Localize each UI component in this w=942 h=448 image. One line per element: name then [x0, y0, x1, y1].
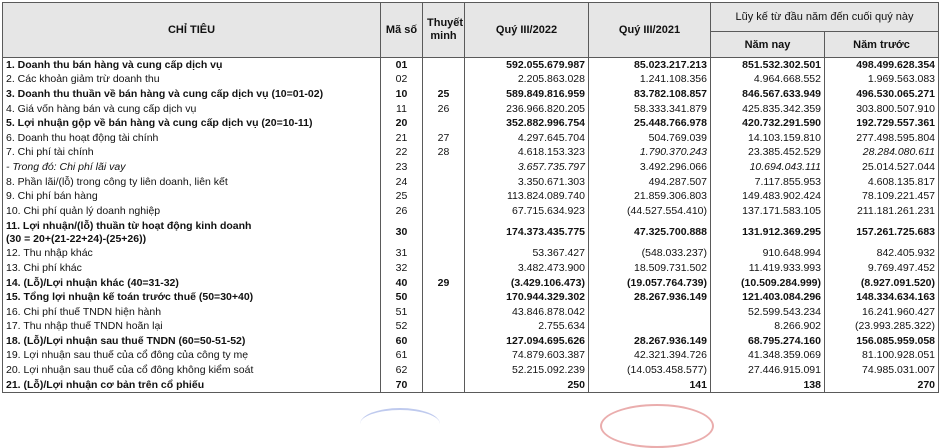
row-nam-truoc: 25.014.527.044: [825, 160, 939, 175]
row-nam-nay: 137.171.583.105: [711, 204, 825, 219]
row-thuyet-minh: [423, 204, 465, 219]
row-thuyet-minh: [423, 58, 465, 73]
row-q3-2021: (14.053.458.577): [589, 363, 711, 378]
row-q3-2022: 127.094.695.626: [465, 334, 589, 349]
table-row: [3, 73, 939, 88]
row-nam-truoc: 74.985.031.007: [825, 363, 939, 378]
row-nam-nay: 149.483.902.424: [711, 189, 825, 204]
row-thuyet-minh: [423, 305, 465, 320]
row-ma-so: 70: [381, 378, 423, 393]
row-nam-nay: 910.648.994: [711, 247, 825, 262]
row-q3-2021: 85.023.217.213: [589, 58, 711, 73]
row-q3-2021: (44.527.554.410): [589, 204, 711, 219]
row-q3-2022: 67.715.634.923: [465, 204, 589, 219]
row-q3-2022: 43.846.878.042: [465, 305, 589, 320]
company-seal: [600, 404, 714, 448]
row-q3-2022: 113.824.089.740: [465, 189, 589, 204]
row-label: - Trong đó: Chi phí lãi vay: [3, 160, 381, 175]
row-nam-truoc: 78.109.221.457: [825, 189, 939, 204]
row-ma-so: 52: [381, 320, 423, 335]
row-q3-2021: 494.287.507: [589, 175, 711, 190]
table-row: [3, 290, 939, 305]
row-ma-so: 01: [381, 58, 423, 73]
row-thuyet-minh: [423, 320, 465, 335]
table-row: [3, 116, 939, 131]
row-label: 18. (Lỗ)/Lợi nhuận sau thuế TNDN (60=50-51-52): [3, 334, 381, 349]
table-row: [3, 247, 939, 262]
row-q3-2021: 1.790.370.243: [589, 146, 711, 161]
header-ma-so: Mã số: [381, 3, 423, 58]
header-nam-nay: Năm nay: [711, 32, 825, 58]
table-row: [3, 320, 939, 335]
row-nam-truoc: (23.993.285.322): [825, 320, 939, 335]
row-q3-2021: [589, 320, 711, 335]
row-nam-truoc: 81.100.928.051: [825, 349, 939, 364]
row-thuyet-minh: [423, 189, 465, 204]
row-label: 11. Lợi nhuận/(lỗ) thuần từ hoạt động kinh doanh (30 = 20+(21-22+24)-(25+26)): [3, 219, 381, 247]
income-statement-table: [2, 2, 939, 393]
row-label: 21. (Lỗ)/Lợi nhuận cơ bản trên cổ phiếu: [3, 378, 381, 393]
row-label: 9. Chi phí bán hàng: [3, 189, 381, 204]
table-row: [3, 334, 939, 349]
row-ma-so: 50: [381, 290, 423, 305]
row-nam-truoc: 28.284.080.611: [825, 146, 939, 161]
row-q3-2022: 589.849.816.959: [465, 87, 589, 102]
row-nam-nay: 4.964.668.552: [711, 73, 825, 88]
row-q3-2022: 174.373.435.775: [465, 219, 589, 247]
row-ma-so: 40: [381, 276, 423, 291]
row-q3-2021: 25.448.766.978: [589, 116, 711, 131]
table-body: [3, 58, 939, 393]
table-row: [3, 305, 939, 320]
row-q3-2022: 3.350.671.303: [465, 175, 589, 190]
table-row: [3, 261, 939, 276]
row-nam-nay: 121.403.084.296: [711, 290, 825, 305]
row-nam-nay: 131.912.369.295: [711, 219, 825, 247]
row-q3-2022: 2.755.634: [465, 320, 589, 335]
row-thuyet-minh: [423, 73, 465, 88]
row-ma-so: 22: [381, 146, 423, 161]
row-q3-2021: (19.057.764.739): [589, 276, 711, 291]
row-label: 16. Chi phí thuế TNDN hiện hành: [3, 305, 381, 320]
row-label: 3. Doanh thu thuần về bán hàng và cung cấp dịch vụ (10=01-02): [3, 87, 381, 102]
table-row: [3, 131, 939, 146]
row-q3-2021: (548.033.237): [589, 247, 711, 262]
row-nam-nay: 27.446.915.091: [711, 363, 825, 378]
row-nam-truoc: 277.498.595.804: [825, 131, 939, 146]
row-thuyet-minh: [423, 363, 465, 378]
header-nam-truoc: Năm trước: [825, 32, 939, 58]
header-chi-tieu: CHỈ TIÊU: [3, 3, 381, 58]
row-q3-2021: 18.509.731.502: [589, 261, 711, 276]
row-label: 2. Các khoản giảm trừ doanh thu: [3, 73, 381, 88]
row-q3-2021: 28.267.936.149: [589, 334, 711, 349]
row-q3-2021: 83.782.108.857: [589, 87, 711, 102]
header-thuyet-minh: Thuyết minh: [423, 3, 465, 58]
row-thuyet-minh: [423, 247, 465, 262]
row-label: 4. Giá vốn hàng bán và cung cấp dịch vụ: [3, 102, 381, 117]
row-nam-truoc: 4.608.135.817: [825, 175, 939, 190]
row-thuyet-minh: 25: [423, 87, 465, 102]
row-thuyet-minh: 29: [423, 276, 465, 291]
row-ma-so: 21: [381, 131, 423, 146]
row-q3-2022: 250: [465, 378, 589, 393]
row-label: 6. Doanh thu hoạt động tài chính: [3, 131, 381, 146]
row-ma-so: 10: [381, 87, 423, 102]
row-ma-so: 11: [381, 102, 423, 117]
table-row: [3, 160, 939, 175]
row-q3-2022: 74.879.603.387: [465, 349, 589, 364]
row-nam-truoc: 9.769.497.452: [825, 261, 939, 276]
row-nam-truoc: (8.927.091.520): [825, 276, 939, 291]
row-nam-truoc: 16.241.960.427: [825, 305, 939, 320]
row-nam-truoc: 148.334.634.163: [825, 290, 939, 305]
row-nam-nay: 420.732.291.590: [711, 116, 825, 131]
row-q3-2022: 352.882.996.754: [465, 116, 589, 131]
row-nam-nay: 52.599.543.234: [711, 305, 825, 320]
row-nam-nay: (10.509.284.999): [711, 276, 825, 291]
row-q3-2021: 28.267.936.149: [589, 290, 711, 305]
row-nam-truoc: 842.405.932: [825, 247, 939, 262]
row-nam-truoc: 211.181.261.231: [825, 204, 939, 219]
table-row: [3, 189, 939, 204]
row-q3-2022: 4.297.645.704: [465, 131, 589, 146]
table-row: [3, 276, 939, 291]
row-q3-2022: 3.657.735.797: [465, 160, 589, 175]
header-q3-2022: Quý III/2022: [465, 3, 589, 58]
row-ma-so: 61: [381, 349, 423, 364]
header-q3-2021: Quý III/2021: [589, 3, 711, 58]
row-q3-2022: 53.367.427: [465, 247, 589, 262]
row-label: 17. Thu nhập thuế TNDN hoãn lại: [3, 320, 381, 335]
row-label: 7. Chi phí tài chính: [3, 146, 381, 161]
row-nam-nay: 138: [711, 378, 825, 393]
header-luy-ke: Lũy kế từ đầu năm đến cuối quý này: [711, 3, 939, 32]
row-label: 8. Phần lãi/(lỗ) trong công ty liên doanh, liên kết: [3, 175, 381, 190]
signature-mark: [360, 408, 440, 440]
row-thuyet-minh: [423, 160, 465, 175]
row-ma-so: 25: [381, 189, 423, 204]
row-thuyet-minh: [423, 175, 465, 190]
row-nam-truoc: 1.969.563.083: [825, 73, 939, 88]
row-thuyet-minh: [423, 116, 465, 131]
row-nam-nay: 68.795.274.160: [711, 334, 825, 349]
row-q3-2022: (3.429.106.473): [465, 276, 589, 291]
row-q3-2021: 1.241.108.356: [589, 73, 711, 88]
table-row: [3, 146, 939, 161]
row-q3-2022: 2.205.863.028: [465, 73, 589, 88]
row-label: 19. Lợi nhuận sau thuế của cổ đông của công ty mẹ: [3, 349, 381, 364]
table-row: [3, 58, 939, 73]
table-row: [3, 175, 939, 190]
row-q3-2021: [589, 305, 711, 320]
row-nam-truoc: 270: [825, 378, 939, 393]
row-thuyet-minh: [423, 261, 465, 276]
row-thuyet-minh: 26: [423, 102, 465, 117]
row-thuyet-minh: [423, 290, 465, 305]
row-ma-so: 02: [381, 73, 423, 88]
row-nam-truoc: 157.261.725.683: [825, 219, 939, 247]
row-nam-nay: 846.567.633.949: [711, 87, 825, 102]
row-ma-so: 32: [381, 261, 423, 276]
table-row: [3, 349, 939, 364]
row-q3-2022: 3.482.473.900: [465, 261, 589, 276]
row-nam-truoc: 156.085.959.058: [825, 334, 939, 349]
table-row: [3, 219, 939, 247]
row-label: 12. Thu nhập khác: [3, 247, 381, 262]
table-row: [3, 204, 939, 219]
row-ma-so: 60: [381, 334, 423, 349]
row-thuyet-minh: [423, 219, 465, 247]
row-nam-nay: 11.419.933.993: [711, 261, 825, 276]
row-label: 10. Chi phí quản lý doanh nghiệp: [3, 204, 381, 219]
row-ma-so: 30: [381, 219, 423, 247]
row-ma-so: 26: [381, 204, 423, 219]
row-q3-2022: 236.966.820.205: [465, 102, 589, 117]
row-q3-2021: 504.769.039: [589, 131, 711, 146]
row-q3-2021: 21.859.306.803: [589, 189, 711, 204]
row-nam-nay: 851.532.302.501: [711, 58, 825, 73]
row-q3-2022: 170.944.329.302: [465, 290, 589, 305]
row-q3-2021: 58.333.341.879: [589, 102, 711, 117]
row-thuyet-minh: [423, 349, 465, 364]
row-q3-2022: 592.055.679.987: [465, 58, 589, 73]
row-q3-2021: 141: [589, 378, 711, 393]
row-nam-nay: 14.103.159.810: [711, 131, 825, 146]
table-row: [3, 378, 939, 393]
row-label: 13. Chi phí khác: [3, 261, 381, 276]
row-nam-truoc: 192.729.557.361: [825, 116, 939, 131]
row-label: 5. Lợi nhuận gộp về bán hàng và cung cấp dịch vụ (20=10-11): [3, 116, 381, 131]
row-q3-2022: 52.215.092.239: [465, 363, 589, 378]
table-row: [3, 102, 939, 117]
row-thuyet-minh: [423, 334, 465, 349]
table-row: [3, 87, 939, 102]
row-ma-so: 51: [381, 305, 423, 320]
row-label: 1. Doanh thu bán hàng và cung cấp dịch vụ: [3, 58, 381, 73]
row-nam-nay: 23.385.452.529: [711, 146, 825, 161]
row-thuyet-minh: 27: [423, 131, 465, 146]
row-ma-so: 20: [381, 116, 423, 131]
row-nam-nay: 41.348.359.069: [711, 349, 825, 364]
row-thuyet-minh: 28: [423, 146, 465, 161]
row-ma-so: 24: [381, 175, 423, 190]
row-q3-2022: 4.618.153.323: [465, 146, 589, 161]
row-nam-nay: 8.266.902: [711, 320, 825, 335]
row-nam-nay: 10.694.043.111: [711, 160, 825, 175]
row-thuyet-minh: [423, 378, 465, 393]
row-nam-truoc: 498.499.628.354: [825, 58, 939, 73]
row-nam-nay: 7.117.855.953: [711, 175, 825, 190]
row-label: 20. Lợi nhuận sau thuế của cổ đông không kiểm soát: [3, 363, 381, 378]
table-row: [3, 363, 939, 378]
row-nam-nay: 425.835.342.359: [711, 102, 825, 117]
row-q3-2021: 47.325.700.888: [589, 219, 711, 247]
row-nam-truoc: 303.800.507.910: [825, 102, 939, 117]
row-ma-so: 31: [381, 247, 423, 262]
row-ma-so: 62: [381, 363, 423, 378]
row-label: 15. Tổng lợi nhuận kế toán trước thuế (50=30+40): [3, 290, 381, 305]
row-label: 14. (Lỗ)/Lợi nhuận khác (40=31-32): [3, 276, 381, 291]
row-q3-2021: 3.492.296.066: [589, 160, 711, 175]
row-nam-truoc: 496.530.065.271: [825, 87, 939, 102]
row-ma-so: 23: [381, 160, 423, 175]
row-q3-2021: 42.321.394.726: [589, 349, 711, 364]
